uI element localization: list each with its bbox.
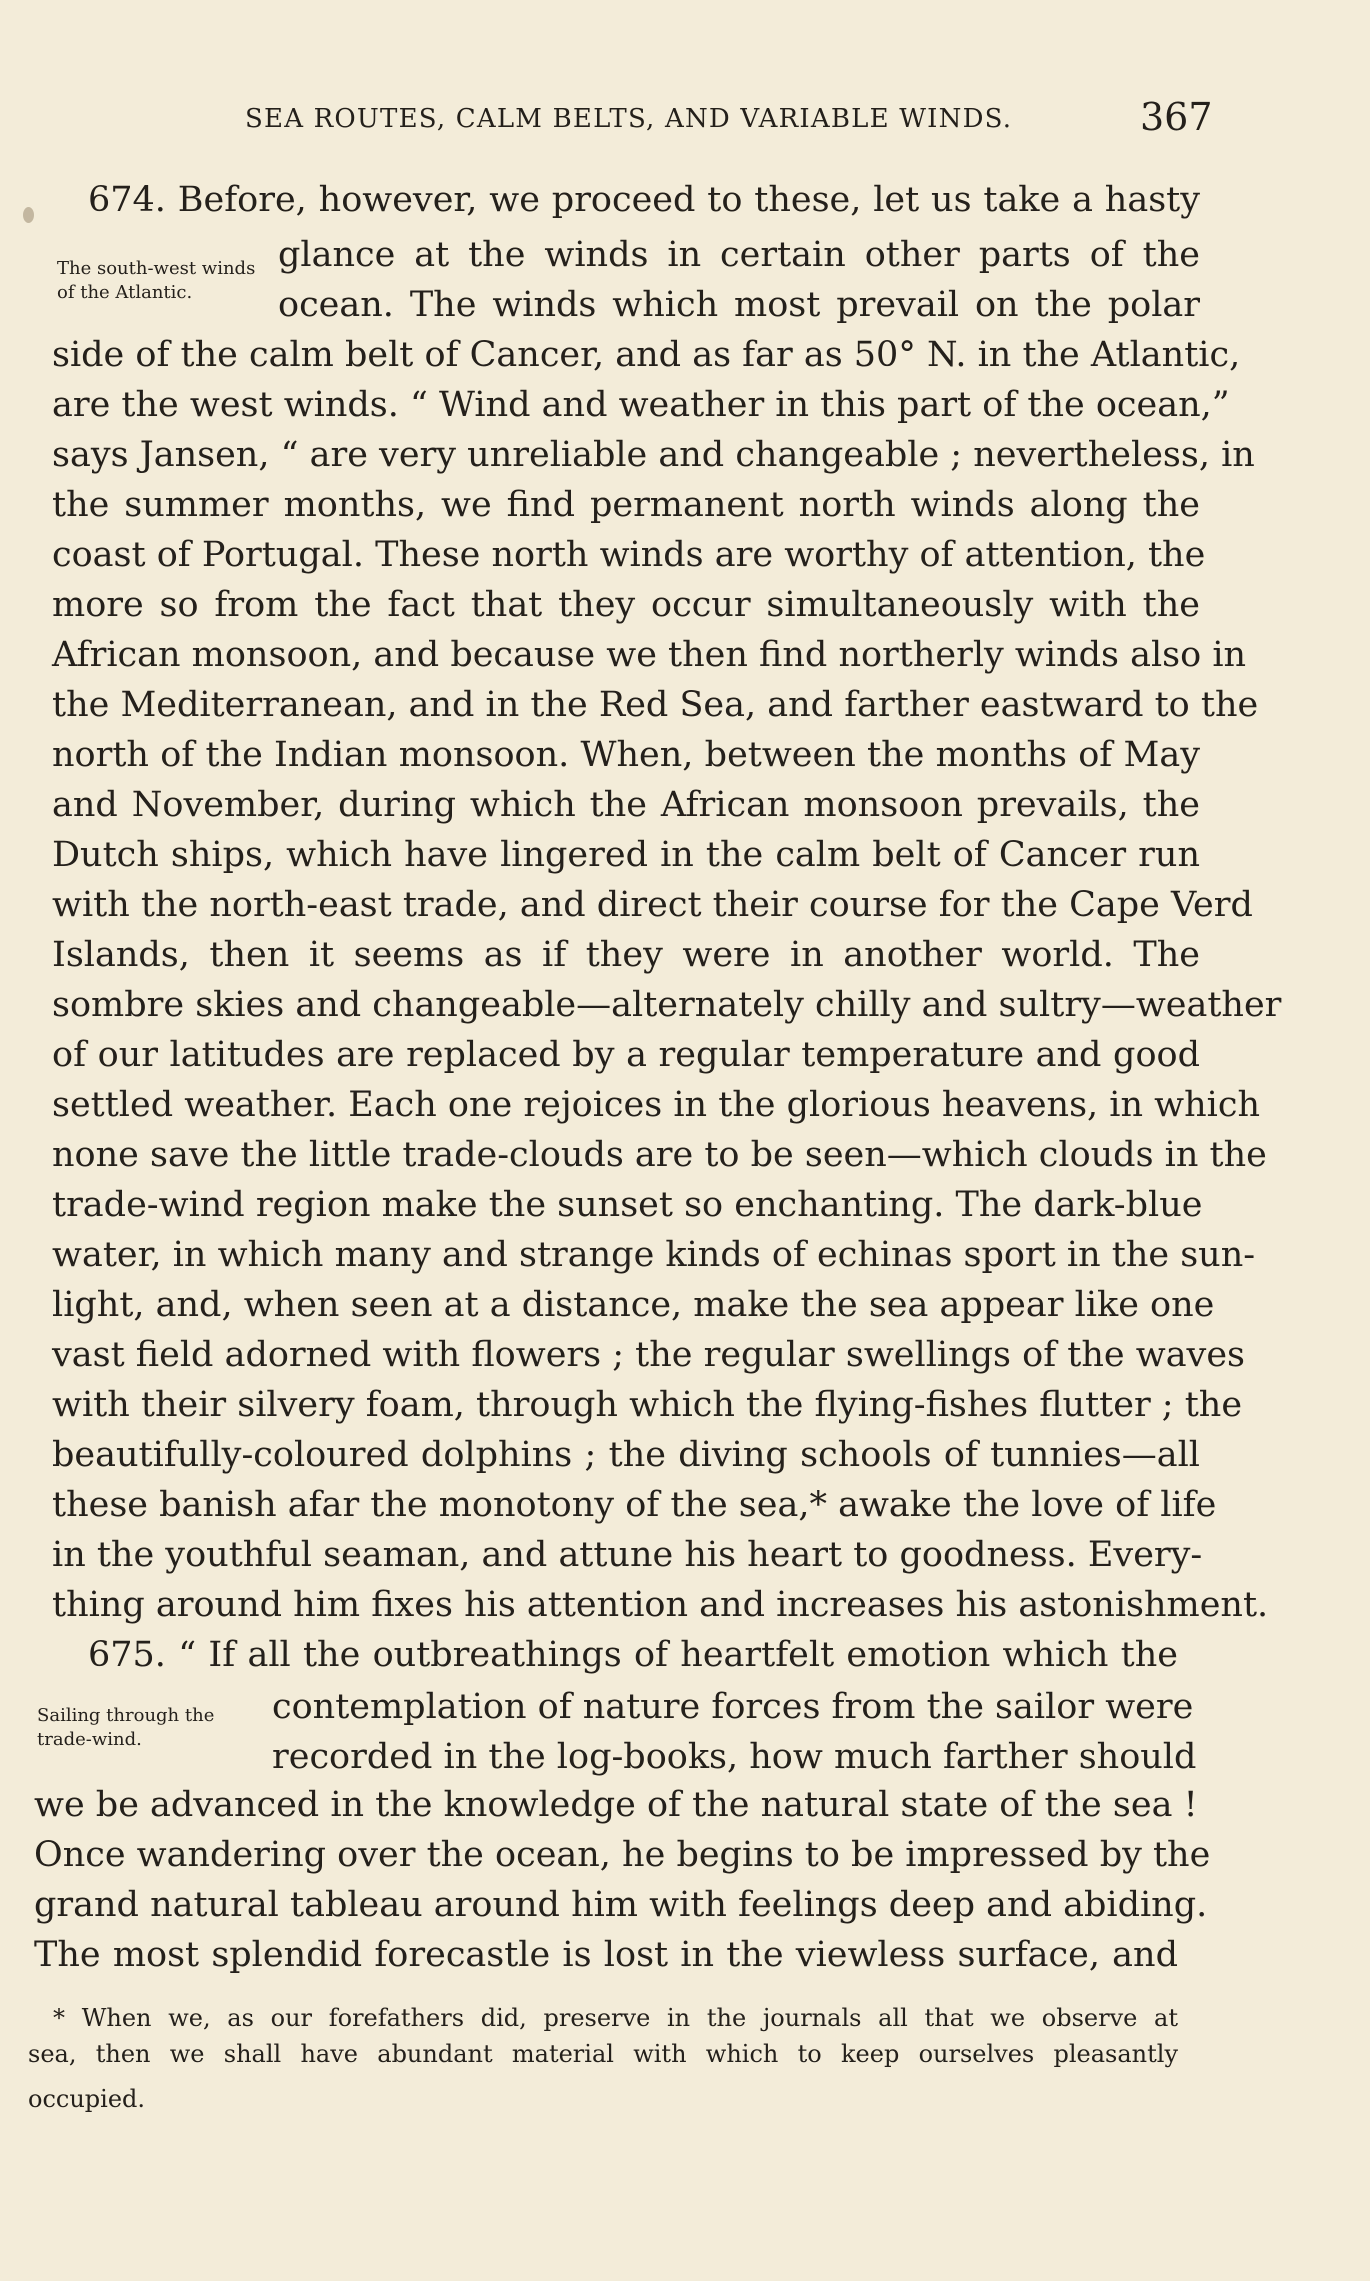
footnote-line-3: occupied. [28, 2085, 146, 2113]
body-line-10: African monsoon, and because we then find northerly winds also in [52, 635, 1247, 675]
body-line-11: the Mediterranean, and in the Red Sea, and farther eastward to the [52, 685, 1259, 725]
footnote-line-2: sea, then we shall have abundant material with which to keep ourselves pleasantly [28, 2040, 1178, 2068]
body-line-29: thing around him fixes his attention and increases his astonishment. [52, 1585, 1269, 1625]
margin-note-675-line-2: trade-wind. [37, 1729, 142, 1750]
body-line-21: trade-wind region make the sunset so enchanting. The dark-blue [52, 1185, 1203, 1225]
body-line-30: 675. “ If all the outbreathings of heartfelt emotion which the [88, 1635, 1178, 1675]
page-header [0, 95, 1370, 145]
body-line-33: we be advanced in the knowledge of the natural state of the sea ! [34, 1785, 1198, 1825]
body-line-28: in the youthful seaman, and attune his heart to goodness. Every- [52, 1535, 1203, 1575]
body-line-16: Islands, then it seems as if they were in another world. The [52, 935, 1200, 975]
body-line-36: The most splendid forecastle is lost in the viewless surface, and [34, 1935, 1178, 1975]
body-line-20: none save the little trade-clouds are to be seen—which clouds in the [52, 1135, 1267, 1175]
body-line-8: coast of Portugal. These north winds are worthy of attention, the [52, 535, 1206, 575]
page-number: 367 [1140, 95, 1213, 139]
body-line-18: of our latitudes are replaced by a regular temperature and good [52, 1035, 1200, 1075]
body-line-17: sombre skies and changeable—alternately chilly and sultry—weather [52, 985, 1282, 1025]
body-line-9: more so from the fact that they occur simultaneously with the [52, 585, 1200, 625]
body-line-6: says Jansen, “ are very unreliable and changeable ; nevertheless, in [52, 435, 1255, 475]
body-line-26: beautifully-coloured dolphins ; the diving schools of tunnies—all [52, 1435, 1200, 1475]
running-head: SEA ROUTES, CALM BELTS, AND VARIABLE WINDS. [245, 104, 1013, 134]
body-line-23: light, and, when seen at a distance, make the sea appear like one [52, 1285, 1215, 1325]
margin-note-674-line-2: of the Atlantic. [57, 282, 193, 303]
footnote-line-1: * When we, as our forefathers did, preserve in the journals all that we observe at [53, 2004, 1178, 2032]
body-line-31: contemplation of nature forces from the sailor were [272, 1687, 1194, 1727]
margin-note-675-line-1: Sailing through the [37, 1705, 215, 1726]
body-line-24: vast field adorned with flowers ; the regular swellings of the waves [52, 1335, 1246, 1375]
body-line-12: north of the Indian monsoon. When, between the months of May [52, 735, 1200, 775]
body-line-25: with their silvery foam, through which the flying-fishes flutter ; the [52, 1385, 1243, 1425]
margin-note-674-line-1: The south-west winds [57, 258, 256, 279]
body-line-2: glance at the winds in certain other parts of the [278, 235, 1200, 275]
body-line-27: these banish afar the monotony of the sea,* awake the love of life [52, 1485, 1217, 1525]
body-line-7: the summer months, we find permanent north winds along the [52, 485, 1200, 525]
body-line-14: Dutch ships, which have lingered in the calm belt of Cancer run [52, 835, 1200, 875]
body-line-35: grand natural tableau around him with feelings deep and abiding. [34, 1885, 1208, 1925]
body-line-5: are the west winds. “ Wind and weather in this part of the ocean,” [52, 385, 1230, 425]
body-line-13: and November, during which the African monsoon prevails, the [52, 785, 1200, 825]
body-line-19: settled weather. Each one rejoices in the glorious heavens, in which [52, 1085, 1260, 1125]
body-line-15: with the north-east trade, and direct their course for the Cape Verd [52, 885, 1253, 925]
ink-spot [23, 207, 34, 223]
body-line-1: 674. Before, however, we proceed to these, let us take a hasty [88, 180, 1200, 220]
body-line-4: side of the calm belt of Cancer, and as far as 50° N. in the Atlantic, [52, 335, 1241, 375]
body-line-34: Once wandering over the ocean, he begins to be impressed by the [34, 1835, 1211, 1875]
body-line-32: recorded in the log-books, how much farther should [272, 1737, 1197, 1777]
body-line-3: ocean. The winds which most prevail on the polar [278, 285, 1200, 325]
body-line-22: water, in which many and strange kinds of echinas sport in the sun- [52, 1235, 1256, 1275]
